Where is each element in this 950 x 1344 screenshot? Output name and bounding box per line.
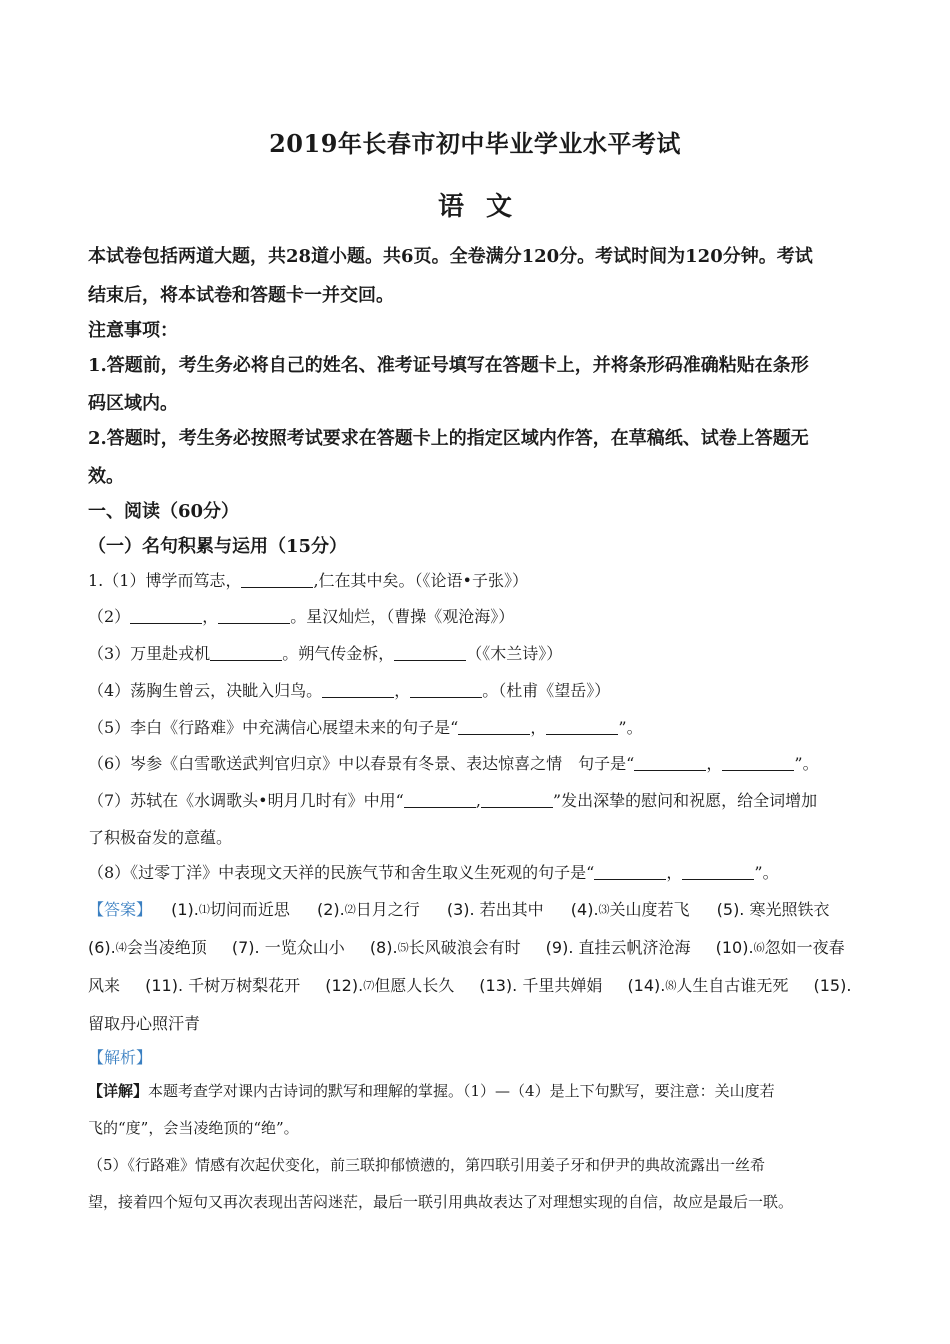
answer-row-1	[88, 897, 863, 920]
answer-item: (2).⑵日月之行	[316, 900, 420, 919]
answer-item: (14).⑻人生自古谁无死	[627, 976, 789, 995]
question-4-tail: 。（杜甫《望岳》）	[482, 681, 611, 700]
answer-item: (7). 一览众山小	[231, 938, 345, 957]
note-1-line-2: 码区域内。	[88, 393, 178, 414]
answer-item: (1).⑴切问而近思	[171, 900, 290, 919]
answer-item: (4).⑶关山度若飞	[570, 900, 690, 919]
question-3-tail: （《木兰诗》）	[466, 644, 563, 663]
answer-blank	[130, 609, 202, 624]
question-7-text: （7）苏轼在《水调歌头•明月几时有》中用“	[88, 791, 404, 810]
exam-title: 2019年长春市初中毕业学业水平考试	[269, 129, 681, 158]
question-6-tail: ”。	[794, 754, 819, 773]
answer-item: (15).	[813, 976, 852, 995]
answer-item: (3). 若出其中	[446, 900, 544, 919]
answer-blank	[546, 720, 618, 735]
detail-tag: 【详解】	[88, 1082, 149, 1100]
answer-item: (6).⑷会当凌绝顶	[88, 938, 207, 957]
question-4-text: （4）荡胸生曾云，决眦入归鸟。	[88, 681, 323, 700]
answer-row-3	[88, 973, 863, 996]
question-line-3	[88, 641, 863, 664]
answer-item: 留取丹心照汗青	[88, 1014, 201, 1033]
answer-blank	[594, 865, 666, 880]
answer-blank	[210, 646, 282, 661]
answer-item: 风来	[88, 976, 121, 995]
analysis-p5-line-2: 望，接着四个短句又再次表现出苦闷迷茫，最后一联引用典故表达了对理想实现的自信，故应是最后一联。	[88, 1193, 794, 1211]
analysis-tag: 【解析】	[88, 1048, 153, 1067]
question-5-tail: ”。	[618, 718, 643, 737]
question-line-4	[88, 678, 863, 701]
question-7-sep: ,	[475, 791, 481, 810]
answer-blank	[218, 609, 290, 624]
answer-blank	[241, 573, 313, 588]
section-subheading: （一）名句积累与运用（15分）	[88, 536, 348, 557]
answer-row-2	[88, 935, 863, 958]
answer-item: (11). 千树万树梨花开	[145, 976, 301, 995]
question-line-7	[88, 788, 863, 811]
answer-item: (8).⑸长风破浪会有时	[369, 938, 521, 957]
note-2-line-1: 2.答题时，考生务必按照考试要求在答题卡上的指定区域内作答，在草稿纸、试卷上答题无	[88, 428, 809, 449]
question-line-1	[88, 568, 863, 591]
answer-item: (12).⑺但愿人长久	[325, 976, 455, 995]
answer-item: (13). 千里共婵娟	[479, 976, 603, 995]
answer-blank	[394, 646, 466, 661]
subject-title: 语文	[437, 192, 534, 222]
question-5-text: （5）李白《行路难》中充满信心展望未来的句子是“	[88, 718, 459, 737]
question-6-text: （6）岑参《白雪歌送武判官归京》中以春景有冬景、表达惊喜之情 句子是“	[88, 754, 635, 773]
question-8-tail: ”。	[754, 863, 779, 882]
detail-line-2: 飞的“度”，会当凌绝顶的“绝”。	[88, 1119, 299, 1137]
answer-tag: 【答案】	[88, 900, 153, 919]
question-line-7b: 了积极奋发的意蕴。	[88, 828, 233, 847]
question-1-tail: ,仁在其中矣。（《论语•子张》）	[313, 571, 528, 590]
question-7-tail: ”发出深挚的慰问和祝愿，给全词增加	[552, 791, 818, 810]
intro-line-1: 本试卷包括两道大题，共28道小题。共6页。全卷满分120分。考试时间为120分钟。考试	[88, 246, 813, 267]
question-2-tail: 。星汉灿烂，（曹操《观沧海》）	[290, 607, 515, 626]
answer-blank	[682, 865, 754, 880]
answer-blank	[634, 756, 706, 771]
answer-blank	[410, 683, 482, 698]
question-3-mid: 。朔气传金柝，	[282, 644, 395, 663]
question-8-sep: ，	[666, 863, 683, 882]
section-heading: 一、阅读（60分）	[88, 501, 240, 522]
analysis-p5-line-1: （5）《行路难》情感有次起伏变化，前三联抑郁愤懑的，第四联引用姜子牙和伊尹的典故流露出一丝希	[88, 1156, 766, 1174]
question-2-sep: ，	[202, 607, 219, 626]
answer-item: (10).⑹忽如一夜春	[715, 938, 845, 957]
question-1-text: 1.（1）博学而笃志，	[88, 571, 242, 590]
detail-text: 本题考查学对课内古诗词的默写和理解的掌握。（1）—（4）是上下句默写，要注意：关山度若	[148, 1082, 775, 1100]
question-6-sep: ，	[706, 754, 723, 773]
answer-blank	[722, 756, 794, 771]
question-line-5	[88, 715, 863, 738]
answer-item: (9). 直挂云帆济沧海	[545, 938, 691, 957]
question-4-sep: ，	[394, 681, 411, 700]
intro-line-2: 结束后，将本试卷和答题卡一并交回。	[88, 285, 394, 306]
question-line-6	[88, 751, 863, 774]
answer-blank	[481, 793, 553, 808]
question-8-text: （8）《过零丁洋》中表现文天祥的民族气节和舍生取义生死观的句子是“	[88, 863, 595, 882]
question-2-text: （2）	[88, 607, 131, 626]
answer-blank	[322, 683, 394, 698]
question-line-2	[88, 604, 863, 627]
answer-blank	[404, 793, 476, 808]
question-line-8	[88, 860, 863, 883]
question-3-text: （3）万里赴戎机	[88, 644, 211, 663]
detail-line-1	[88, 1080, 863, 1101]
note-2-line-2: 效。	[88, 466, 124, 487]
answer-item: (5). 寒光照铁衣	[716, 900, 830, 919]
question-5-sep: ，	[530, 718, 547, 737]
answer-row-4	[88, 1011, 863, 1034]
answer-blank	[458, 720, 530, 735]
notes-heading: 注意事项：	[88, 320, 178, 341]
note-1-line-1: 1.答题前，考生务必将自己的姓名、准考证号填写在答题卡上，并将条形码准确粘贴在条形	[88, 355, 809, 376]
